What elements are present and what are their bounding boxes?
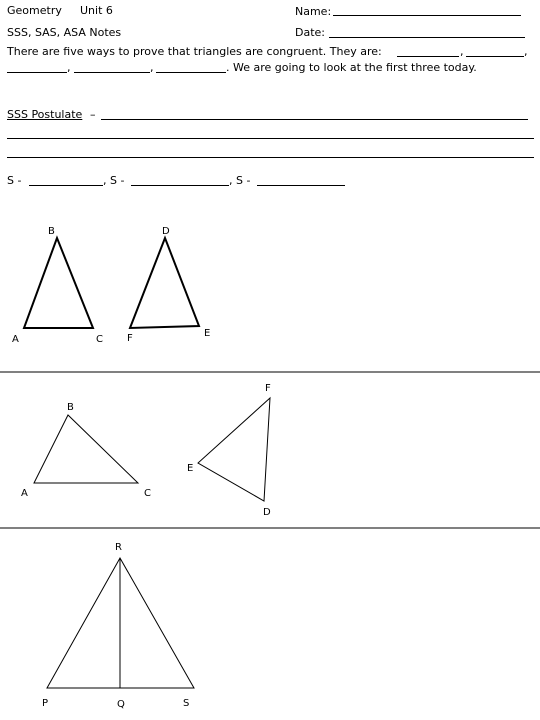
sss-postulate-title: SSS Postulate <box>7 108 83 121</box>
triangle-def-1 <box>130 238 199 328</box>
triangle-abc-2 <box>34 415 138 483</box>
separator: , <box>524 45 528 58</box>
vertex-label: E <box>204 328 211 339</box>
s-label-1: S - <box>7 174 22 187</box>
separator: , <box>67 61 71 74</box>
unit-label: Unit 6 <box>80 4 113 17</box>
vertex-label: C <box>144 488 151 499</box>
course-title: Geometry <box>7 4 62 17</box>
figure-1 <box>12 226 210 345</box>
vertex-label: C <box>96 334 103 345</box>
vertex-label: A <box>12 334 19 345</box>
vertex-label: R <box>115 542 122 553</box>
vertex-label: B <box>48 226 55 237</box>
s-label-2: , S - <box>103 174 125 187</box>
separator: , <box>150 61 154 74</box>
vertex-label: B <box>67 402 74 413</box>
sss-dash: – <box>90 108 96 121</box>
figure-2 <box>21 383 271 518</box>
figure-3 <box>42 542 194 710</box>
date-label: Date: <box>295 26 325 39</box>
vertex-label: D <box>263 507 271 518</box>
vertex-label: S <box>183 698 190 709</box>
vertex-label: F <box>265 383 271 394</box>
triangle-def-2 <box>198 398 270 501</box>
s-label-3: , S - <box>229 174 251 187</box>
name-label: Name: <box>295 5 332 18</box>
intro-line-1: There are five ways to prove that triangles are congruent. They are: <box>7 45 382 58</box>
notes-topic: SSS, SAS, ASA Notes <box>7 26 122 39</box>
intro-line-2: . We are going to look at the first three today. <box>226 61 477 74</box>
vertex-label: Q <box>117 699 125 710</box>
separator: , <box>460 45 464 58</box>
vertex-label: A <box>21 488 28 499</box>
vertex-label: E <box>187 463 194 474</box>
vertex-label: D <box>162 226 170 237</box>
vertex-label: F <box>127 333 133 344</box>
triangle-abc-1 <box>24 238 93 328</box>
vertex-label: P <box>42 698 49 709</box>
